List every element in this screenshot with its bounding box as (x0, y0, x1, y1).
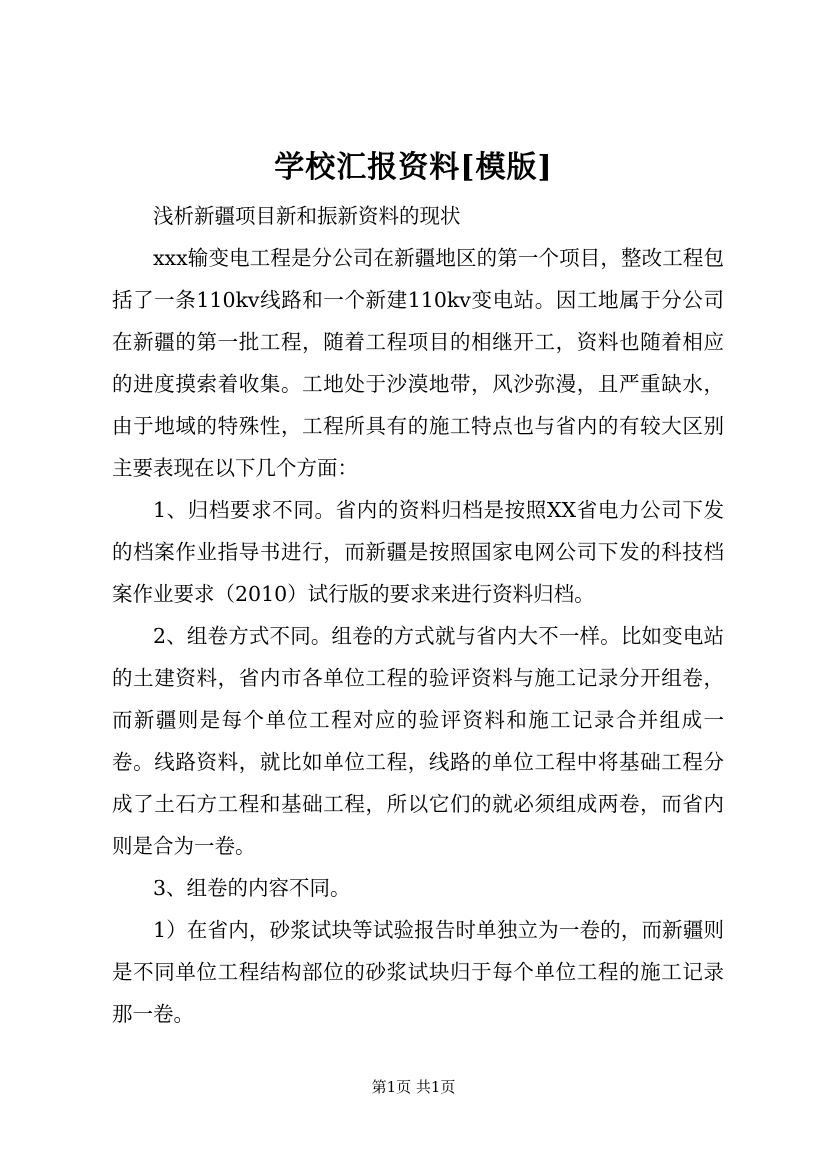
paragraph-point-1: 1、归档要求不同。省内的资料归档是按照XX省电力公司下发的档案作业指导书进行，而新疆是按照国家电网公司下发的科技档案作业要求（2010）试行版的要求来进行资料归档。 (112, 498, 724, 606)
document-body (112, 195, 724, 1035)
paragraph-point-3-1: 1）在省内，砂浆试块等试验报告时单独立为一卷的，而新疆则是不同单位工程结构部位的砂浆试块归于每个单位工程的施工记录那一卷。 (112, 918, 724, 1026)
paragraph-point-3: 3、组卷的内容不同。 (153, 876, 351, 900)
paragraph-point-2: 2、组卷方式不同。组卷的方式就与省内大不一样。比如变电站的土建资料，省内市各单位工程的验评资料与施工记录分开组卷，而新疆则是每个单位工程对应的验评资料和施工记录合并组成一卷。线路资料，就比如单位工程，线路的单位工程中将基础工程分成了土石方工程和基础工程，所以它们的就必须组成两卷，而省内则是合为一卷。 (112, 624, 724, 858)
paragraph-subtitle: 浅析新疆项目新和振新资料的现状 (153, 204, 461, 228)
document-title: 学校汇报资料[模版] (274, 150, 553, 185)
page-footer: 第1页 共1页 (371, 1078, 456, 1096)
paragraph-intro: xxx输变电工程是分公司在新疆地区的第一个项目，整改工程包括了一条110kv线路和一个新建110kv变电站。因工地属于分公司在新疆的第一批工程，随着工程项目的相继开工，资料也随着相应的进度摸索着收集。工地处于沙漠地带，风沙弥漫，且严重缺水，由于地域的特殊性，工程所具有的施工特点也与省内的有较大区别主要表现在以下几个方面： (112, 246, 724, 480)
